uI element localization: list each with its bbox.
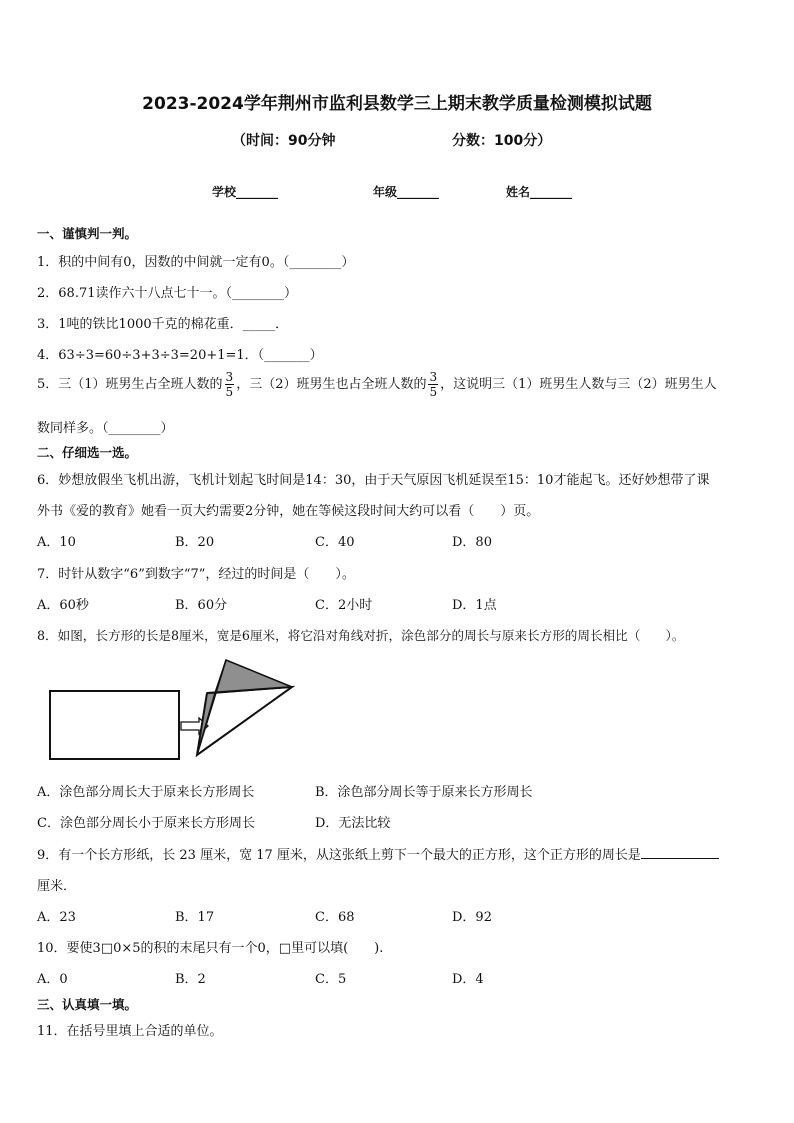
q7-option-b: B．60分 (175, 598, 228, 613)
section-heading-2: 二、仔细选一选。 (37, 445, 138, 460)
question-1: 1．积的中间有0，因数的中间就一定有0。（________） (37, 255, 355, 270)
q6-option-d: D．80 (452, 535, 492, 550)
q9-option-b: B．17 (175, 910, 215, 925)
question-9-cont: 厘米． (37, 879, 77, 894)
q8-option-d: D．无法比较 (315, 816, 391, 831)
question-5-cont: 数同样多。（________） (37, 421, 174, 436)
page-title: 2023-2024学年荆州市监利县数学三上期末教学质量检测模拟试题 (142, 94, 652, 114)
q10-option-b: B．2 (175, 972, 206, 987)
q7-option-d: D．1点 (452, 598, 497, 613)
q8-option-a: A．涂色部分周长大于原来长方形周长 (37, 785, 255, 800)
q6-option-c: C．40 (315, 535, 355, 550)
fraction-3-5: $\frac{3}{5}$ (225, 370, 234, 399)
q8-option-b: B．涂色部分周长等于原来长方形周长 (315, 785, 533, 800)
q10-option-d: D．4 (452, 972, 484, 987)
q9-option-d: D．92 (452, 910, 492, 925)
question-5-part-c: ，这说明三（1）班男生人数与三（2）班男生人 (440, 377, 717, 392)
question-6: 6．妙想放假坐飞机出游，飞机计划起飞时间是14：30，由于天气原因飞机延误至15：10才能起飞。还好妙想带了课 (37, 473, 710, 488)
fold-rectangle-figure (40, 652, 302, 768)
q6-option-b: B．20 (175, 535, 215, 550)
q7-option-c: C．2小时 (315, 598, 373, 613)
grade-field: 年级_______ (373, 185, 440, 199)
q10-option-c: C．5 (315, 972, 347, 987)
question-5-part-a: 5．三（1）班男生占全班人数的 (37, 377, 223, 392)
exam-score: 分数：100分） (452, 133, 552, 149)
question-7: 7．时针从数字“6”到数字“7”，经过的时间是（ ）。 (37, 567, 355, 582)
question-5-part-b: ，三（2）班男生也占全班人数的 (236, 377, 427, 392)
q7-option-a: A．60秒 (37, 598, 89, 613)
question-2: 2．68.71读作六十八点七十一。（________） (37, 286, 297, 301)
question-8: 8．如图，长方形的长是8厘米，宽是6厘米，将它沿对角线对折，涂色部分的周长与原来长方形的周长相比（ ）。 (37, 628, 685, 643)
q6-option-a: A．10 (37, 535, 76, 550)
question-10: 10．要使3□0×5的积的末尾只有一个0，□里可以填( ). (37, 941, 384, 956)
exam-time: （时间：90分钟 (232, 133, 336, 149)
question-3: 3．1吨的铁比1000千克的棉花重．_____． (37, 317, 289, 332)
fraction-3-5: $\frac{3}{5}$ (429, 370, 438, 399)
section-heading-3: 三、认真填一填。 (37, 997, 138, 1012)
question-4: 4．63÷3=60÷3+3÷3=20+1=1．（_______） (37, 348, 323, 363)
question-5 (37, 370, 717, 399)
name-field: 姓名_______ (506, 185, 573, 199)
original-rectangle (50, 691, 179, 759)
q10-option-a: A．0 (37, 972, 68, 987)
question-11: 11．在括号里填上合适的单位。 (37, 1024, 223, 1039)
q9-option-a: A．23 (37, 910, 76, 925)
q9-option-c: C．68 (315, 910, 355, 925)
question-6-cont: 外书《爱的教育》她看一页大约需要2分钟，她在等候这段时间大约可以看（ ）页。 (37, 504, 540, 519)
q8-option-c: C．涂色部分周长小于原来长方形周长 (37, 816, 255, 831)
section-heading-1: 一、谨慎判一判。 (37, 226, 138, 241)
question-9: 9．有一个长方形纸，长 23 厘米，宽 17 厘米，从这张纸上剪下一个最大的正方形，这个正方形的周长是 (37, 844, 719, 863)
fold-edge (197, 660, 226, 755)
answer-blank (641, 846, 719, 859)
school-field: 学校_______ (212, 185, 279, 199)
